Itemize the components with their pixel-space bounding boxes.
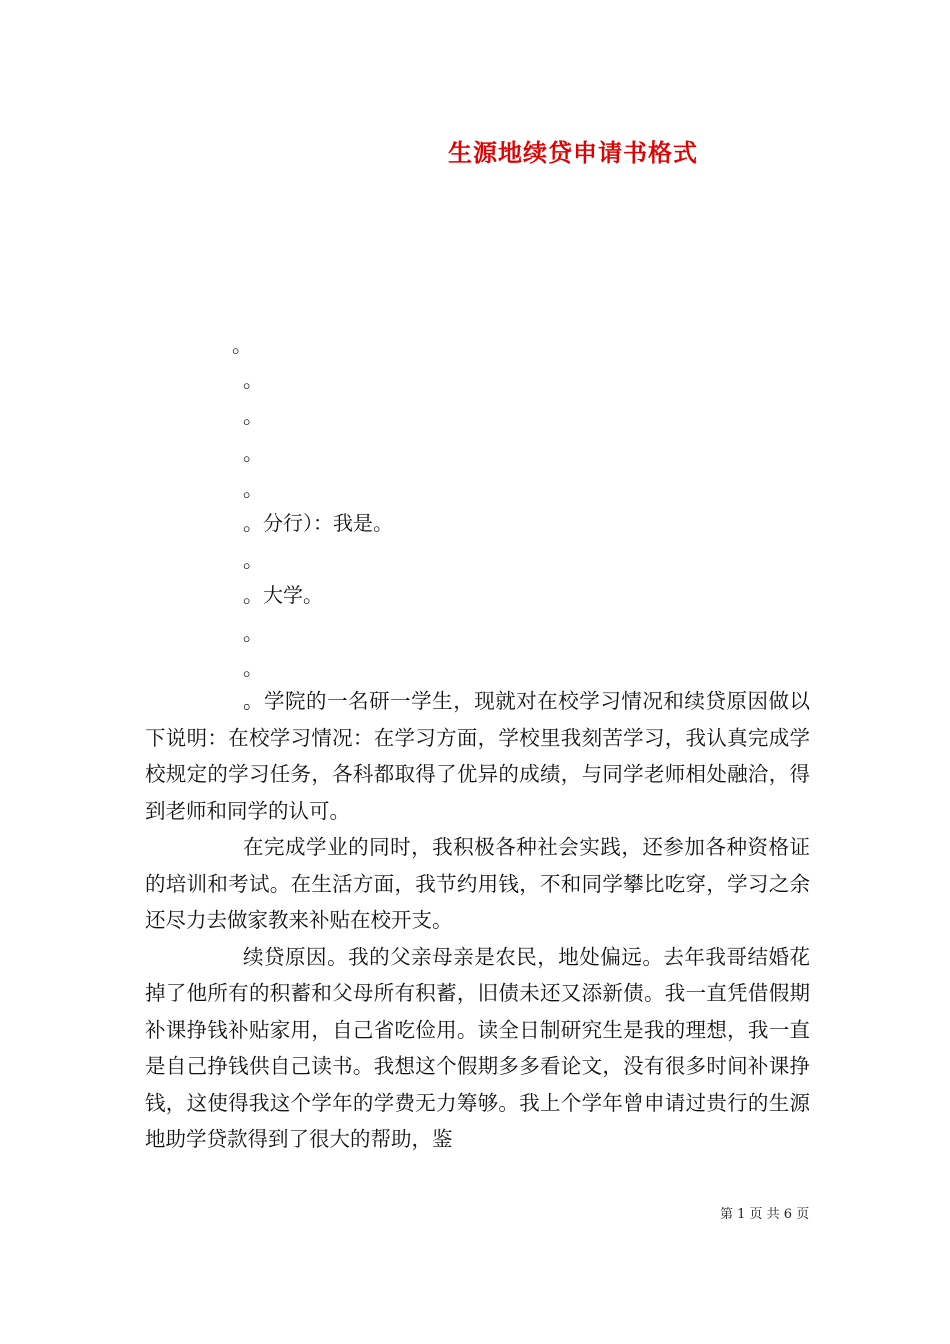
- text-line: 。: [243, 656, 263, 680]
- paragraph: 续贷原因。我的父亲母亲是农民，地处偏远。去年我哥结婚花掉了他所有的积蓄和父母所有积蓄，旧债未还又添新债。我一直凭借假期补课挣钱补贴家用，自己省吃俭用。读全日制研究生是我的理想，我一直是自己挣钱供自己读书。我想这个假期多多看论文，没有很多时间补课挣钱，这使得我这个学年的学费无力筹够。我上个学年曾申请过贵行的生源地助学贷款得到了很大的帮助，鉴: [145, 944, 810, 1151]
- text-line: 。: [243, 368, 263, 392]
- page-number: 第 1 页 共 6 页: [720, 1207, 810, 1222]
- text-line: 。分行）：我是。: [243, 511, 393, 535]
- text-line: 。: [243, 477, 263, 501]
- text-line: 。: [243, 404, 263, 428]
- document-title: 生源地续贷申请书格式: [448, 138, 698, 167]
- text-line: 。: [232, 333, 252, 357]
- text-line: 。: [243, 548, 263, 572]
- text-line: 。: [243, 441, 263, 465]
- body-text: [145, 683, 810, 1158]
- text-line: 。: [243, 621, 263, 645]
- paragraph: 。学院的一名研一学生，现就对在校学习情况和续贷原因做以下说明：在校学习情况：在学习方面，学校里我刻苦学习，我认真完成学校规定的学习任务，各科都取得了优异的成绩，与同学老师相处融洽，得到老师和同学的认可。: [145, 689, 810, 823]
- text-line: 。大学。: [243, 583, 323, 607]
- paragraph: 在完成学业的同时，我积极各种社会实践，还参加各种资格证的培训和考试。在生活方面，我节约用钱，不和同学攀比吃穿，学习之余还尽力去做家教来补贴在校开支。: [145, 835, 810, 932]
